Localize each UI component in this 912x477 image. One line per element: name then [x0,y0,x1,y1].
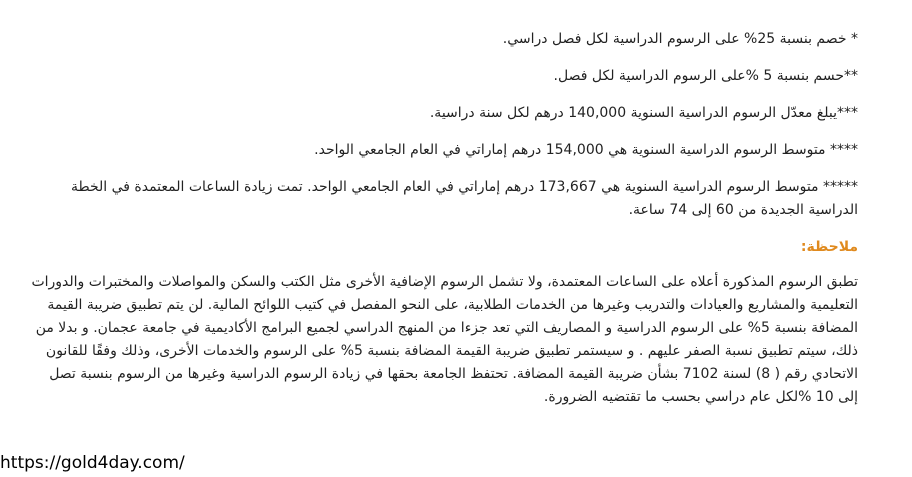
fees-policy-paragraph: تطبق الرسوم المذكورة أعلاه على الساعات المعتمدة، ولا تشمل الرسوم الإضافية الأخرى مثل الكتب والسكن والمواصلات والمختبرات والدورات التعليمية والمشاريع والعيادات والتدريب وغيرها من الخدمات الطلابية، على النحو المفصل في كتيب اللوائح المالية. لن يتم تطبيق ضريبة القيمة المضافة بنسبة 5% على الرسوم الدراسية و المصاريف التي تعد جزءا من المنهج الدراسي لجميع البرامج الأكاديمية في جامعة عجمان. و بدلا من ذلك، سيتم تطبيق نسبة الصفر عليهم . و سيستمر تطبيق ضريبة القيمة المضافة بنسبة 5% على الرسوم والخدمات الأخرى، وذلك وفقًا للقانون الاتحادي رقم ( 8) لسنة 7102 بشأن ضريبة القيمة المضافة. تحتفظ الجامعة بحقها في زيادة الرسوم الدراسية وغيرها من الرسوم بنسبة تصل إلى 10 %لكل عام دراسي بحسب ما تقتضيه الضرورة. [31,274,858,405]
note-heading: ملاحظة: [800,239,858,255]
footnote-5: ***** متوسط الرسوم الدراسية السنوية هي 173,667 درهم إماراتي في العام الجامعي الواحد. تمت زيادة الساعات المعتمدة في الخطة الدراسية الجديدة من 60 إلى 74 ساعة. [70,179,858,218]
footnote-4: **** متوسط الرسوم الدراسية السنوية هي 154,000 درهم إماراتي في العام الجامعي الواحد. [314,142,858,158]
footnote-2: **حسم بنسبة 5 %على الرسوم الدراسية لكل فصل. [553,68,858,84]
footnote-1: * خصم بنسبة 25% على الرسوم الدراسية لكل فصل دراسي. [502,31,858,47]
fee-notes-section [30,28,858,409]
watermark-url: https://gold4day.com/ [0,453,185,473]
footnote-3: ***يبلغ معدّل الرسوم الدراسية السنوية 140,000 درهم لكل سنة دراسية. [429,105,858,121]
